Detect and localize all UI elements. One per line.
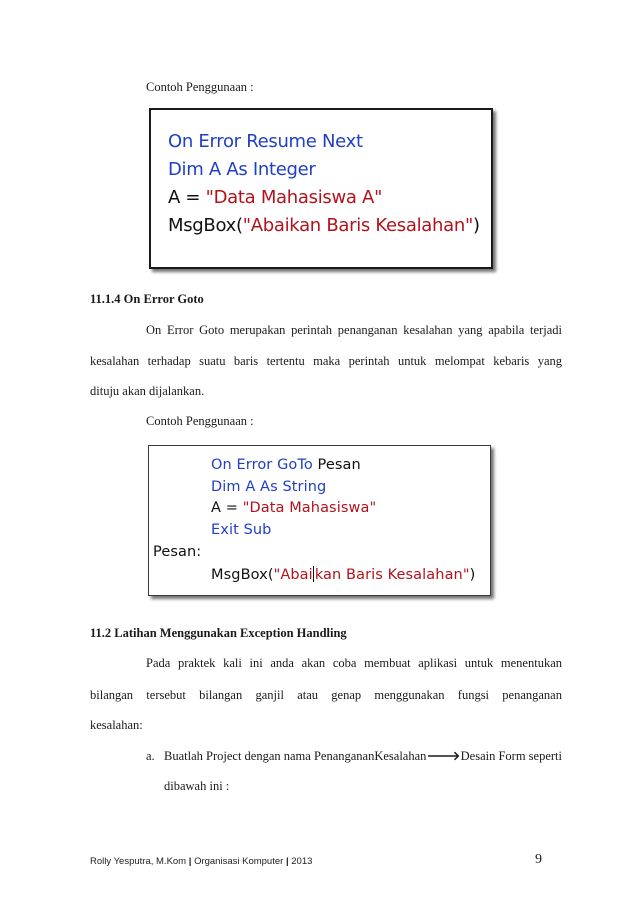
footer-author: Rolly Yesputra, M.Kom [90,856,187,867]
footer-credits [90,856,312,867]
paragraph-line: Pada praktek kali ini anda akan coba membuat aplikasi untuk menentukan [146,656,562,670]
code-line-3 [211,500,376,516]
code-string: kan Baris Kesalahan" [314,567,470,583]
code-token: A = [211,500,243,516]
code-line-2: Dim A As Integer [168,159,316,180]
paragraph-line: bilangan tersebut bilangan ganjil atau genap menggunakan fungsi penanganan [90,688,562,702]
paragraph-line: dituju akan dijalankan. [90,384,205,398]
code-token: Pesan [312,457,361,473]
section-heading-latihan: 11.2 Latihan Menggunakan Exception Handling [90,626,347,640]
code-token: MsgBox( [211,567,274,583]
code-line-2: Dim A As String [211,479,327,495]
section-heading-on-error-goto: 11.1.4 On Error Goto [90,292,204,306]
code-line-4 [168,215,480,236]
code-snippet-goto [148,445,491,596]
code-token: ) [469,567,476,583]
code-string: "Abaikan Baris Kesalahan" [242,215,473,236]
footer-course: Organisasi Komputer [194,856,284,867]
code-token: A = [168,187,206,208]
paragraph-line: kesalahan: [90,718,143,732]
list-text: Buatlah Project dengan nama PenangananKesalahan [164,749,427,763]
code-string: "Data Mahasiswa" [242,500,377,516]
list-item-line-2: dibawah ini : [164,779,230,793]
code-line-6 [211,566,475,583]
code-snippet-resume-next [149,108,493,269]
code-line-1: On Error Resume Next [168,131,363,152]
footer-year: 2013 [291,856,313,867]
code-string: "Abai [273,567,313,583]
paragraph-line: kesalahan terhadap suatu baris tertentu maka perintah untuk melompat kebaris yang [90,354,562,368]
code-token: MsgBox( [168,215,243,236]
arrow-right-icon: 🡒 [426,748,461,763]
example-label-2: Contoh Penggunaan : [146,414,254,428]
code-line-3 [168,187,382,208]
footer-separator: | [188,856,192,867]
example-label-1: Contoh Penggunaan : [146,80,254,94]
code-line-1 [211,457,361,473]
code-token: ) [472,215,480,236]
paragraph-line: On Error Goto merupakan perintah penanganan kesalahan yang apabila terjadi [146,323,562,337]
code-line-4: Exit Sub [211,522,272,538]
list-item-line-1 [164,748,562,764]
code-label-pesan: Pesan: [153,544,202,560]
footer-separator: | [285,856,289,867]
list-marker: a. [146,749,155,763]
page-number: 9 [535,852,542,867]
code-string: "Data Mahasiswa A" [205,187,383,208]
list-text: Desain Form seperti [460,749,562,763]
code-keyword: On Error GoTo [211,457,313,473]
